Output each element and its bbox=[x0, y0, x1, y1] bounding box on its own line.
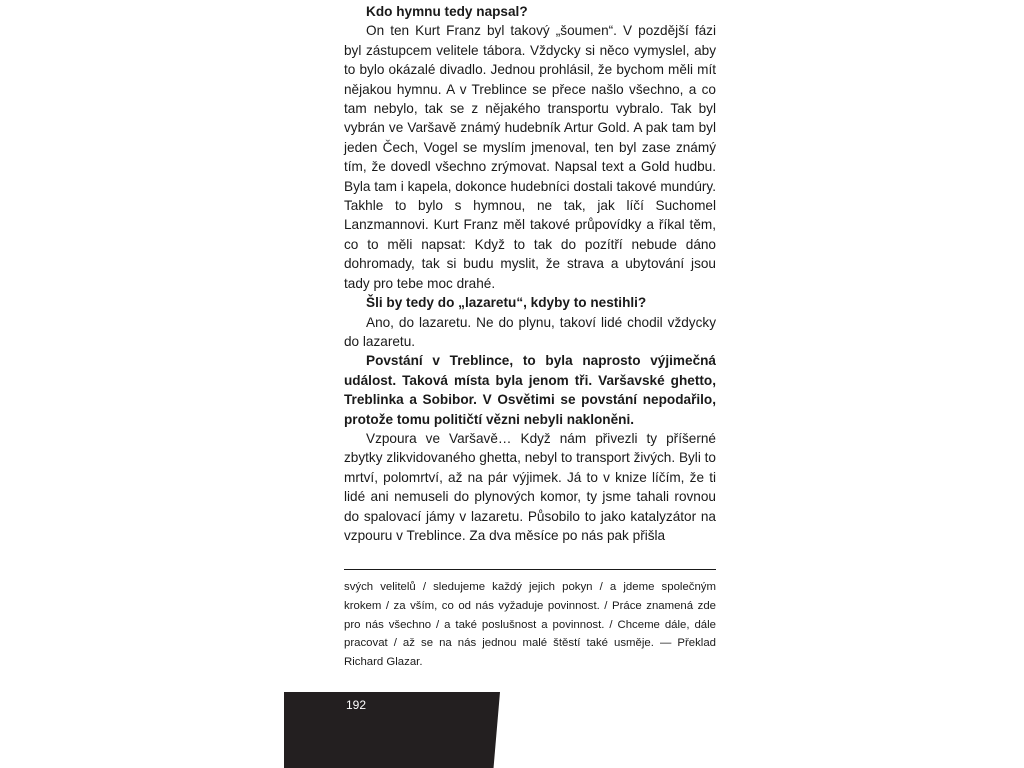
interview-answer: Vzpoura ve Varšavě… Když nám přivezli ty příšerné zbytky zlikvidovaného ghetta, nebyl to transport živých. Byli to mrtví, polomrtví, až na pár výjimek. Já to v knize líčím, že ti lidé ani nemuseli do plynových komor, ty jsme tahali rovnou do spalovací jámy v lazaretu. Působilo to jako katalyzátor na vzpouru v Treblince. Za dva měsíce po nás pak přišla bbox=[344, 430, 716, 543]
footnote bbox=[344, 578, 716, 672]
footnote-text: svých velitelů / sledujeme každý jejich pokyn / a jdeme společným krokem / za vším, co od nás vyžaduje povinnost. / Práce znamená zde pro nás všechno / a také poslušnost a povinnost. / Chceme dále, dále pracovat / až se na nás jednou malé štěstí také usměje. — Překlad Richard Glazar. bbox=[344, 581, 716, 669]
interview-answer: On ten Kurt Franz byl takový „šoumen“. V pozdější fázi byl zástupcem velitele tábora. Vždycky si něco vymyslel, aby to bylo okázalé divadlo. Jednou prohlásil, že bychom měli mít nějakou hymnu. A v Treblince se přece našlo všechno, a co tam nebylo, tak se z nějakého transportu vybralo. Tak byl vybrán ve Varšavě známý hudebník Artur Gold. A pak tam byl jeden Čech, Vogel se myslím jmenoval, ten byl zase známý tím, že dovedl všechno zrýmovat. Napsal text a Gold hudbu. Byla tam i kapela, dokonce hudebníci dostali takové mundúry. Takhle to bylo s hymnou, ne tak, jak líčí Suchomel Lanzmannovi. Kurt Franz měl takové průpovídky a říkal těm, co to měli napsat: Když to tak do pozítří nebude dáno dohromady, tak si budu myslit, že strava a ubytování jsou tady pro tebe moc drahé. bbox=[344, 23, 716, 291]
interview-answer: Ano, do lazaretu. Ne do plynu, takoví lidé chodil vždycky do lazaretu. bbox=[344, 314, 716, 349]
interview-question: Šli by tedy do „lazaretu“, kdyby to nestihli? bbox=[366, 295, 647, 311]
main-text-column bbox=[344, 2, 716, 545]
page-footer-block bbox=[284, 692, 500, 768]
interview-question: Kdo hymnu tedy napsal? bbox=[366, 4, 528, 19]
footnote-divider bbox=[344, 569, 716, 570]
page-number: 192 bbox=[346, 698, 367, 712]
interview-question: Povstání v Treblince, to byla naprosto výjimečná událost. Taková místa byla jenom tři. Varšavské ghetto, Treblinka a Sobibor. V Osvětimi se povstání nepodařilo, protože tomu političtí vězni nebyli nakloněni. bbox=[344, 353, 716, 427]
